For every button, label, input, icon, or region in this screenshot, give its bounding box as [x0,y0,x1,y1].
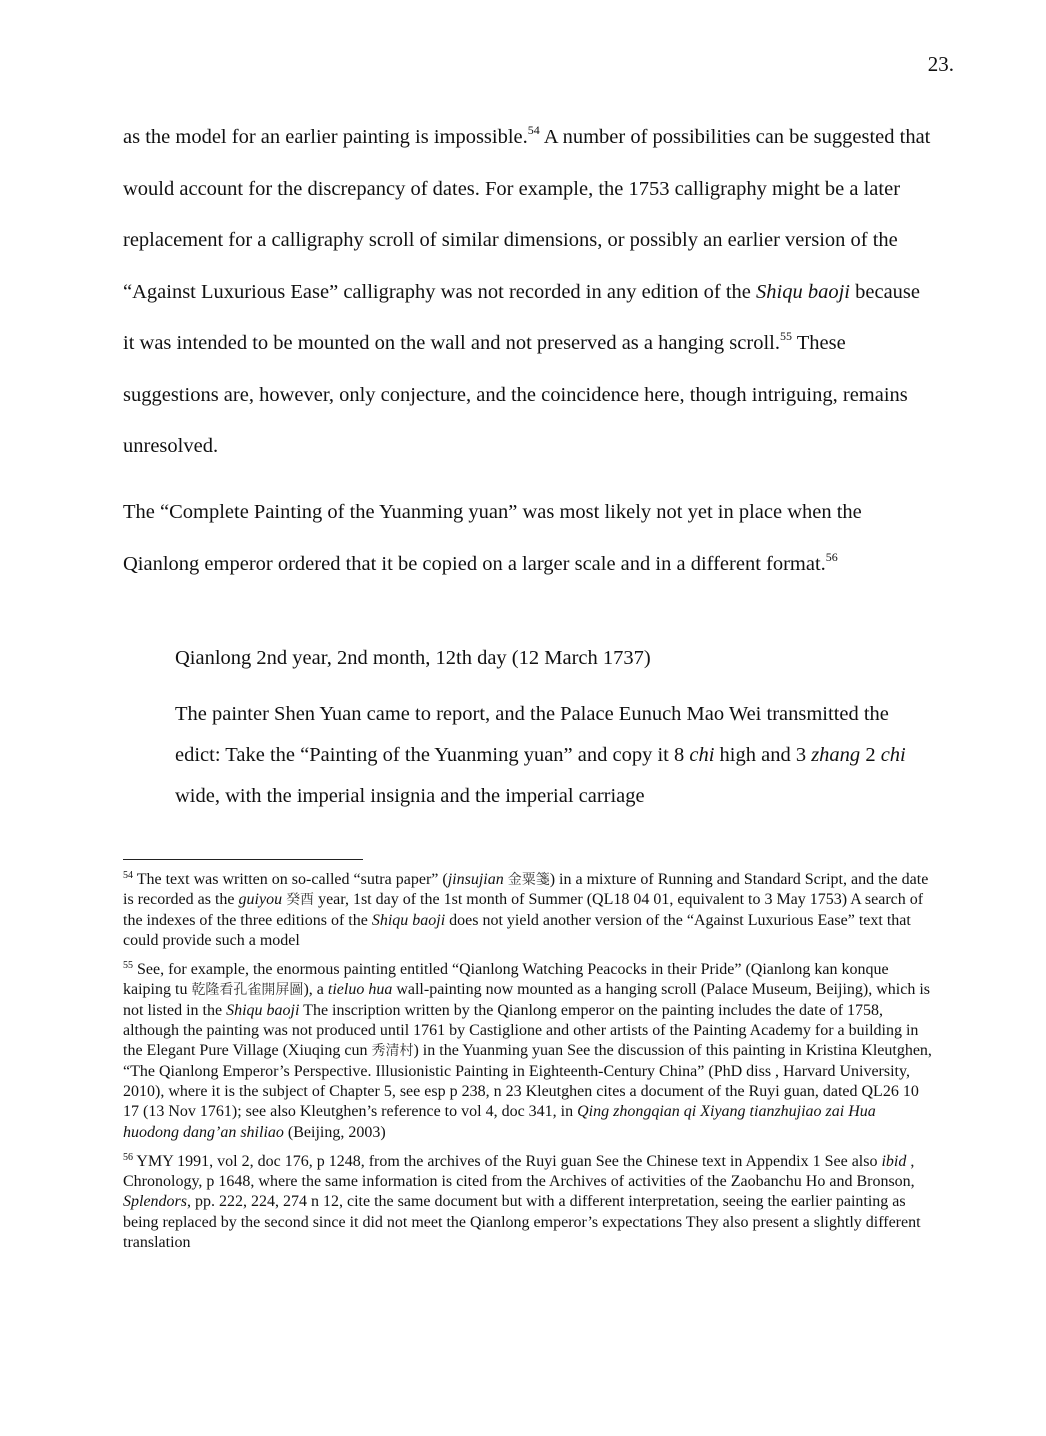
italic-term: jinsujian [447,871,504,888]
italic-term: Qing zhongqian qi Xiyang tianzhujiao zai Hua huodong dang’an shiliao [123,1103,876,1141]
italic-term: tieluo hua [327,981,393,999]
footnote-text: YMY 1991, vol 2, doc 176, p 1248, from the archives of the Ruyi guan See the Chinese text in Appendix 1 See also ibid , Chronology, p 1648, where the same information is cited from the Archives of activities of the Zaobanchu Ho and Bronson, Splendors, pp. 222, 224, 274 n 12, cite the same document but with a different interpretation, seeing the earlier painting as being replaced by the second since it did not meet the Qianlong emperor’s expectations They also present a slightly different translation [123,1152,921,1252]
footnote-text: The text was written on so-called “sutra paper” (jinsujian 金粟箋) in a mixture of Running and Standard Script, and the date is recorded as the guiyou 癸酉 year, 1st day of the 1st month of Summer (QL18 04 01, equivalent to 3 May 1753) A search of the indexes of the three editions of the Shiqu baoji does not yield another version of the “Against Luxurious Ease” text that could provide such a model [123,871,929,949]
footnote-number: 56 [123,1151,133,1163]
block-quote-body: The painter Shen Yuan came to report, and the Palace Eunuch Mao Wei transmitted the edict: Take the “Painting of the Yuanming yuan” and copy it 8 chi high and 3 zhang 2 chi wide, with the imperial insignia and the imperial carriage [175,703,906,807]
block-quote-date: Qianlong 2nd year, 2nd month, 12th day (12 March 1737) [175,647,651,669]
footnote-ref: 55 [779,329,792,343]
footnote-56 [123,1152,935,1253]
italic-term: chi [880,744,906,766]
footnote-text: See, for example, the enormous painting entitled “Qianlong Watching Peacocks in their Pride” (Qianlong kan konque kaiping tu 乾隆看孔雀開屏圖), a tieluo hua wall-painting now mounted as a hanging scroll (Palace Museum, Beijing), which is not listed in the Shiqu baoji The inscription written by the Qianlong emperor on the painting includes the date of 1758, although the painting was not produced until 1761 by Castiglione and other artists of the Painting Academy for a building in the Elegant Pure Village (Xiuqing cun 秀清村) in the Yuanming yuan See the discussion of this painting in Kristina Kleutghen, “The Qianlong Emperor’s Perspective. Illusionistic Painting in Eighteenth-Century China” (PhD diss , Harvard University, 2010), where it is the subject of Chapter 5, see esp p 238, n 23 Kleutghen cites a document of the Ruyi guan, dated QL26 10 17 (13 Nov 1761); see also Kleutghen’s reference to vol 4, doc 341, in Qing zhongqian qi Xiyang tianzhujiao zai Hua huodong dang’an shiliao (Beijing, 2003) [123,961,932,1141]
footnote-number: 55 [123,960,133,972]
chinese-characters: 乾隆看孔雀開屏圖 [191,982,304,999]
italic-term: chi [689,744,715,766]
italic-term: Shiqu baoji [756,280,850,303]
italic-term: Shiqu baoji [226,1001,300,1019]
italic-term: guiyou [238,891,283,909]
footnote-54 [123,870,935,951]
footnote-ref: 54 [527,123,540,137]
italic-term: Splendors [123,1193,187,1211]
chinese-characters: 金粟箋 [507,872,550,888]
italic-term: zhang [811,744,861,766]
page-number: 23. [927,52,954,76]
footnote-number: 54 [123,870,133,881]
body-paragraph-1: as the model for an earlier painting is impossible.$^{54}$ A number of possibilities can be suggested that would account for the discrepancy of dates. For example, the 1753 calligraphy might be a later replacement for a calligraphy scroll of similar dimensions, or possibly an earlier version of the “Against Luxurious Ease” calligraphy was not recorded in any edition of the Shiqu baoji because it was intended to be mounted on the wall and not preserved as a hanging scroll.$^{55}$ These suggestions are, however, only conjecture, and the coincidence here, though intriguing, remains unresolved. [123,123,931,457]
footnote-separator [123,859,363,860]
chinese-characters: 秀清村 [371,1043,414,1060]
footnote-ref: 56 [825,549,838,564]
italic-term: ibid [881,1152,907,1170]
italic-term: Shiqu baoji [371,911,446,929]
footnotes [123,870,935,1262]
chinese-characters: 癸酉 [286,892,315,909]
footnote-55 [123,960,935,1143]
body-paragraph-2: The “Complete Painting of the Yuanming yuan” was most likely not yet in place when the Qianlong emperor ordered that it be copied on a larger scale and in a different format.$^{56}$ [123,501,862,575]
